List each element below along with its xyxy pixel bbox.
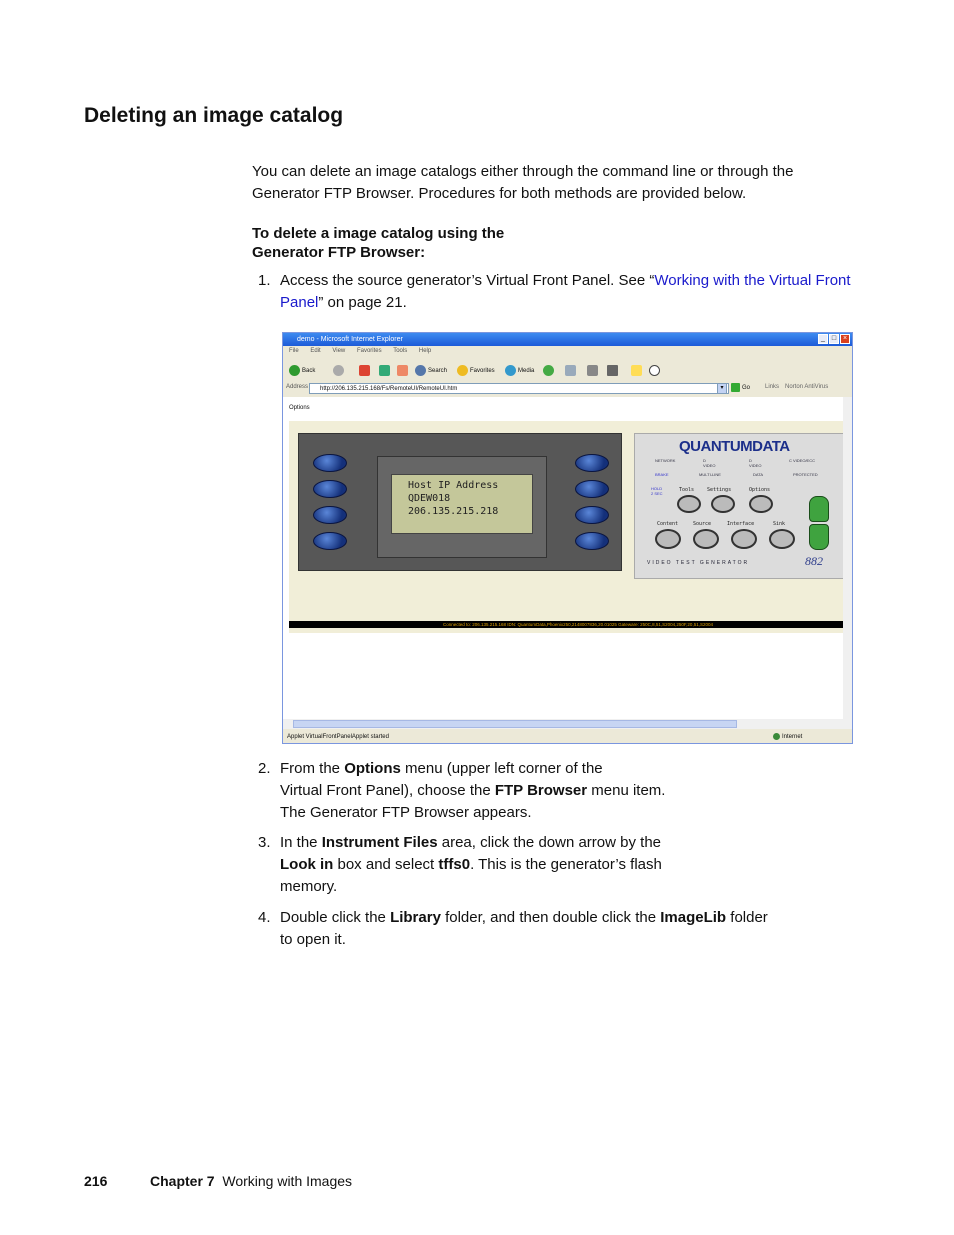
generator-label: VIDEO TEST GENERATOR bbox=[647, 560, 750, 566]
address-bar bbox=[283, 383, 852, 395]
step-text: menu (upper left corner of the bbox=[400, 760, 603, 777]
section-heading: Deleting an image catalog bbox=[84, 104, 344, 127]
options-menu[interactable]: Options bbox=[289, 405, 310, 411]
step-bold: Look in bbox=[280, 856, 334, 873]
address-input[interactable]: http://206.135.215.168/Fs/RemoteUI/RemoteUI.htm bbox=[309, 383, 729, 394]
step-text: to open it. bbox=[280, 931, 346, 948]
print-button[interactable] bbox=[587, 362, 600, 380]
soft-key-right-3[interactable] bbox=[575, 506, 609, 524]
step-text: memory. bbox=[280, 878, 338, 895]
options-button[interactable] bbox=[749, 495, 773, 513]
window-title: demo - Microsoft Internet Explorer bbox=[297, 336, 403, 343]
menu-file[interactable]: File bbox=[289, 348, 299, 354]
step-number: 4. bbox=[258, 909, 271, 926]
refresh-button[interactable] bbox=[379, 362, 392, 380]
procedure-title bbox=[252, 224, 504, 262]
media-icon bbox=[505, 365, 516, 376]
menu-favorites[interactable]: Favorites bbox=[356, 348, 382, 354]
close-button[interactable]: × bbox=[840, 334, 850, 344]
source-button[interactable] bbox=[693, 529, 719, 549]
page-number: 216 bbox=[84, 1173, 108, 1189]
step-text: Double click the bbox=[280, 909, 391, 926]
history-icon bbox=[543, 365, 554, 376]
vertical-scrollbar[interactable] bbox=[843, 397, 852, 719]
soft-key-left-1[interactable] bbox=[313, 454, 347, 472]
step-text: area, click the down arrow by the bbox=[437, 834, 662, 851]
home-button[interactable] bbox=[397, 362, 410, 380]
favorites-button[interactable] bbox=[457, 362, 495, 380]
step-number: 2. bbox=[258, 760, 271, 777]
lcd-line-1: Host IP Address bbox=[408, 480, 499, 491]
menu-bar bbox=[289, 348, 441, 354]
step-text: ” on page 21. bbox=[318, 294, 407, 311]
folder-button[interactable] bbox=[631, 362, 644, 380]
soft-key-right-4[interactable] bbox=[575, 532, 609, 550]
step-text: . This is the generator’s flash bbox=[470, 856, 662, 873]
content-button[interactable] bbox=[655, 529, 681, 549]
button-label: Settings bbox=[707, 487, 732, 493]
mail-button[interactable] bbox=[565, 362, 578, 380]
tools-button[interactable] bbox=[677, 495, 701, 513]
maximize-button[interactable]: □ bbox=[829, 334, 839, 344]
menu-tools[interactable]: Tools bbox=[393, 348, 408, 354]
led-label: D VIDEO bbox=[703, 458, 716, 468]
menu-view[interactable]: View bbox=[332, 348, 346, 354]
status-text: Applet VirtualFrontPanelApplet started bbox=[287, 734, 389, 740]
step-bold: tffs0 bbox=[438, 856, 471, 873]
menu-edit[interactable]: Edit bbox=[310, 348, 321, 354]
running-footer bbox=[150, 1173, 352, 1189]
down-arrow-button[interactable] bbox=[809, 524, 829, 550]
button-label: Content bbox=[657, 521, 679, 527]
procedure-title-line-1: To delete a image catalog using the bbox=[252, 225, 505, 242]
step-bold: ImageLib bbox=[660, 909, 727, 926]
soft-key-left-2[interactable] bbox=[313, 480, 347, 498]
mail-icon bbox=[565, 365, 576, 376]
chapter-label: Chapter 7 bbox=[150, 1173, 215, 1189]
zone-label: Internet bbox=[782, 734, 803, 740]
step-text: folder, and then double click the bbox=[440, 909, 661, 926]
chapter-title: Working with Images bbox=[222, 1173, 353, 1189]
interface-button[interactable] bbox=[731, 529, 757, 549]
lcd-line-2: QDEW018 bbox=[408, 493, 451, 504]
step-text: folder bbox=[726, 909, 768, 926]
step-text: box and select bbox=[333, 856, 439, 873]
forward-button[interactable] bbox=[333, 362, 346, 380]
lcd-line-3: 206.135.215.218 bbox=[408, 506, 499, 517]
address-label: Address bbox=[286, 384, 309, 390]
page-content bbox=[283, 397, 843, 719]
scroll-thumb[interactable] bbox=[293, 720, 737, 728]
led-label: DATA bbox=[753, 472, 764, 477]
button-label: Options bbox=[749, 487, 771, 493]
norton-label[interactable]: Norton AntiVirus bbox=[785, 384, 829, 390]
favorites-label: Favorites bbox=[470, 368, 495, 374]
led-label: BRAKE bbox=[655, 472, 669, 477]
virtual-front-panel bbox=[298, 433, 622, 571]
soft-key-left-4[interactable] bbox=[313, 532, 347, 550]
edit-icon bbox=[607, 365, 618, 376]
model-number: 882 bbox=[805, 554, 823, 568]
led-label: PROTECTED bbox=[793, 472, 818, 477]
search-button[interactable] bbox=[415, 362, 447, 380]
folder-icon bbox=[631, 365, 642, 376]
search-icon bbox=[415, 365, 426, 376]
led-label: NETWORK bbox=[655, 458, 676, 463]
button-label: Sink bbox=[773, 521, 786, 527]
star-icon bbox=[457, 365, 468, 376]
step-text: The Generator FTP Browser appears. bbox=[280, 804, 532, 821]
brand-logo: QUANTUMDATA bbox=[679, 438, 790, 455]
step-bold: FTP Browser bbox=[494, 782, 588, 799]
step-bold: Instrument Files bbox=[321, 834, 438, 851]
step-text: Access the source generator’s Virtual Front Panel. See “ bbox=[280, 272, 655, 289]
print-icon bbox=[587, 365, 598, 376]
go-icon bbox=[731, 383, 740, 392]
go-label: Go bbox=[742, 385, 751, 392]
search-label: Search bbox=[428, 368, 448, 374]
step-text: menu item. bbox=[587, 782, 666, 799]
led-label: MULTI-LINE bbox=[699, 472, 721, 477]
media-label: Media bbox=[518, 368, 535, 374]
lcd-display bbox=[391, 474, 533, 534]
button-label: Source bbox=[693, 521, 712, 527]
messenger-icon bbox=[649, 365, 660, 376]
led-label: D VIDEO bbox=[749, 458, 762, 468]
intro-paragraph bbox=[252, 161, 852, 205]
intro-line-1: You can delete an image catalogs either through the command line or through the bbox=[252, 163, 794, 180]
connection-status-bar bbox=[289, 621, 843, 628]
back-label: Back bbox=[302, 368, 316, 374]
intro-line-2: Generator FTP Browser. Procedures for both methods are provided below. bbox=[252, 185, 747, 202]
links-label[interactable]: Links bbox=[765, 384, 780, 390]
soft-key-right-1[interactable] bbox=[575, 454, 609, 472]
step-bold: Options bbox=[344, 760, 401, 777]
up-arrow-button[interactable] bbox=[809, 496, 829, 522]
address-dropdown-icon[interactable]: ▾ bbox=[717, 383, 727, 394]
forward-icon bbox=[333, 365, 344, 376]
step-number: 3. bbox=[258, 834, 271, 851]
browser-status-bar bbox=[283, 731, 852, 743]
cross-reference-link-cont[interactable]: Panel bbox=[280, 294, 319, 311]
menu-help[interactable]: Help bbox=[418, 348, 432, 354]
stop-button[interactable] bbox=[359, 362, 372, 380]
step-text: Virtual Front Panel), choose the bbox=[280, 782, 495, 799]
button-label: Interface bbox=[727, 521, 755, 527]
back-button[interactable] bbox=[289, 362, 315, 380]
button-label: Tools bbox=[679, 487, 695, 493]
step-text: In the bbox=[280, 834, 322, 851]
sink-button[interactable] bbox=[769, 529, 795, 549]
browser-screenshot bbox=[282, 332, 853, 744]
soft-key-left-3[interactable] bbox=[313, 506, 347, 524]
browser-toolbar bbox=[287, 362, 847, 380]
edit-button[interactable] bbox=[607, 362, 620, 380]
step-text: From the bbox=[280, 760, 345, 777]
connection-status: Connected to: 206.135.215.168 IDN: QuantumData,Phoenix250,2148007836,20.01025 Gateware: 250C,8,51,S2004,250F,20,51,S2004 bbox=[443, 622, 713, 627]
stop-icon bbox=[359, 365, 370, 376]
globe-icon bbox=[773, 733, 780, 740]
soft-key-right-2[interactable] bbox=[575, 480, 609, 498]
media-button[interactable] bbox=[505, 362, 534, 380]
window-titlebar bbox=[283, 333, 852, 346]
settings-button[interactable] bbox=[711, 495, 735, 513]
home-icon bbox=[397, 365, 408, 376]
hold-label: HOLD 2 SEC bbox=[651, 486, 663, 496]
generator-control-panel bbox=[634, 433, 844, 579]
messenger-button[interactable] bbox=[649, 362, 662, 380]
internet-zone bbox=[773, 731, 802, 743]
refresh-icon bbox=[379, 365, 390, 376]
led-label: C VIDEO/ECC bbox=[789, 458, 816, 463]
cross-reference-link[interactable]: Working with the Virtual Front bbox=[654, 272, 851, 289]
horizontal-scrollbar[interactable] bbox=[283, 719, 852, 729]
back-icon bbox=[289, 365, 300, 376]
history-button[interactable] bbox=[543, 362, 556, 380]
go-button[interactable] bbox=[731, 383, 750, 392]
minimize-button[interactable]: _ bbox=[818, 334, 828, 344]
step-number: 1. bbox=[258, 272, 271, 289]
procedure-title-line-2: Generator FTP Browser: bbox=[252, 244, 426, 261]
step-bold: Library bbox=[390, 909, 441, 926]
